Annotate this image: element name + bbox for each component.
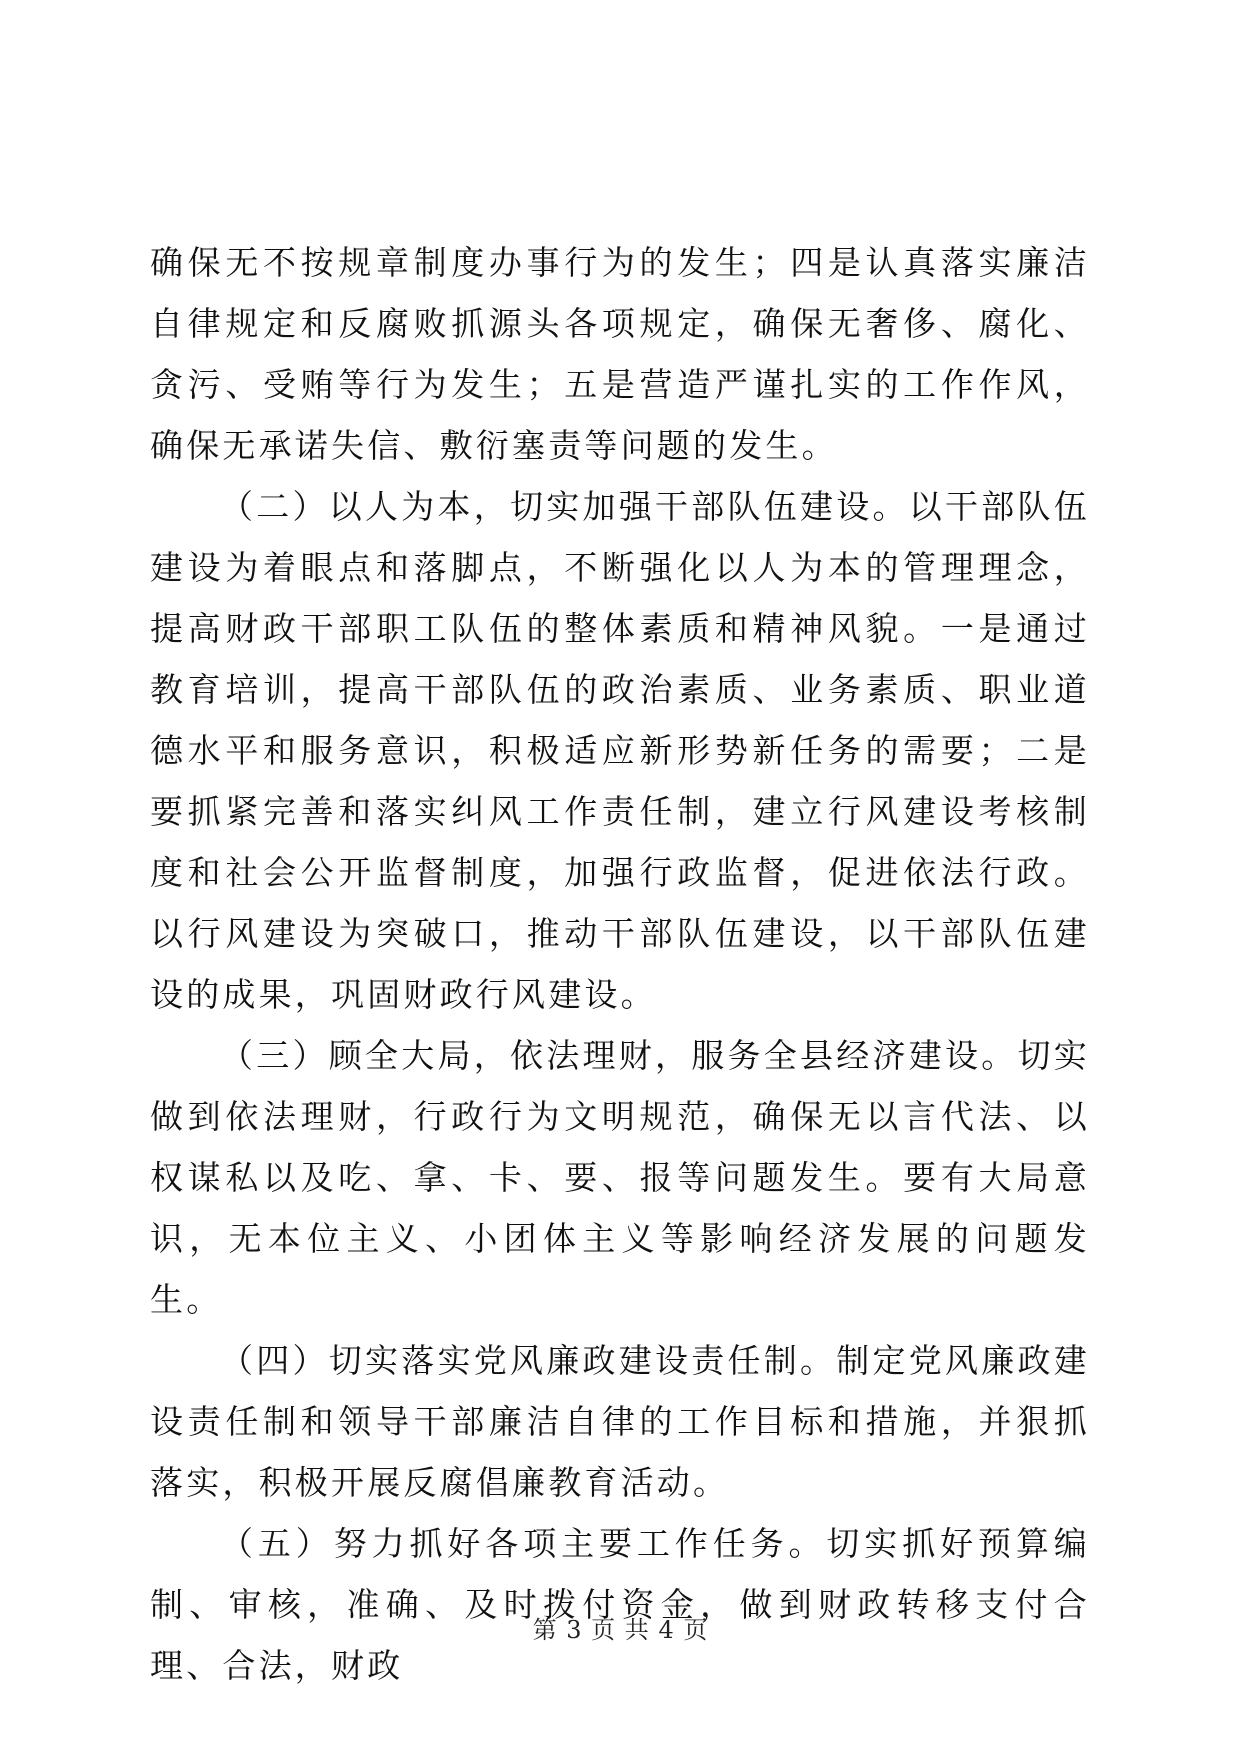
paragraph-section-five: （五）努力抓好各项主要工作任务。切实抓好预算编制、审核，准确、及时拨付资金，做到财政转移支付合理、合法，财政 bbox=[150, 1524, 1090, 1685]
paragraph-section-two: （二）以人为本，切实加强干部队伍建设。以干部队伍建设为着眼点和落脚点，不断强化以人为本的管理理念，提高财政干部职工队伍的整体素质和精神风貌。一是通过教育培训，提高干部队伍的政治素质、业务素质、职业道德水平和服务意识，积极适应新形势新任务的需要；二是要抓紧完善和落实纠风工作责任制，建立行风建设考核制度和社会公开监督制度，加强行政监督，促进依法行政。以行风建设为突破口，推动干部队伍建设，以干部队伍建设的成果，巩固财政行风建设。 bbox=[150, 487, 1090, 1014]
paragraph-section-three: （三）顾全大局，依法理财，服务全县经济建设。切实做到依法理财，行政行为文明规范，确保无以言代法、以权谋私以及吃、拿、卡、要、报等问题发生。要有大局意识，无本位主义、小团体主义等影响经济发展的问题发生。 bbox=[150, 1036, 1090, 1319]
paragraph-section-four: （四）切实落实党风廉政建设责任制。制定党风廉政建设责任制和领导干部廉洁自律的工作目标和措施，并狠抓落实，积极开展反腐倡廉教育活动。 bbox=[150, 1341, 1090, 1502]
paragraph-continuation: 确保无不按规章制度办事行为的发生；四是认真落实廉洁自律规定和反腐败抓源头各项规定，确保无奢侈、腐化、贪污、受贿等行为发生；五是营造严谨扎实的工作作风，确保无承诺失信、敷衍塞责等问题的发生。 bbox=[150, 243, 1090, 465]
document-body bbox=[150, 232, 1090, 1696]
page-number-footer: 第 3 页 共 4 页 bbox=[532, 1616, 709, 1644]
